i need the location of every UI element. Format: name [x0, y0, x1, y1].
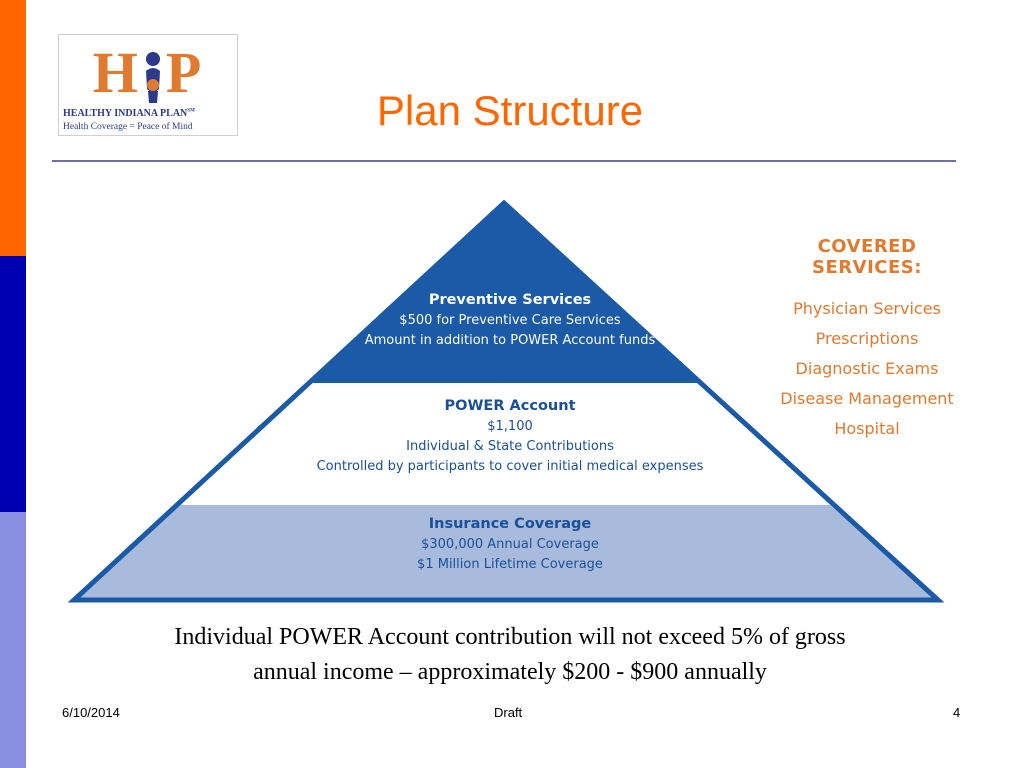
footer-page-number: 4	[953, 705, 961, 720]
tier-preventive-services	[300, 292, 720, 348]
tier-line: $500 for Preventive Care Services	[399, 313, 621, 328]
tier-heading: Preventive Services	[428, 292, 592, 308]
contribution-note	[90, 620, 930, 690]
logo-tagline: Health Coverage = Peace of Mind	[63, 122, 193, 132]
covered-service-item: Prescriptions	[815, 329, 919, 348]
note-line: annual income – approximately $200 - $900 annually	[253, 659, 767, 685]
logo-name: HEALTHY INDIANA PLAN℠	[63, 108, 195, 119]
title-divider	[52, 160, 956, 162]
tier-line: Controlled by participants to cover initial medical expenses	[316, 459, 704, 474]
covered-services	[762, 236, 972, 444]
tier-power-account	[260, 398, 760, 474]
covered-services-list	[762, 294, 972, 444]
logo-figure-icon	[140, 49, 166, 105]
logo-letters: H P	[92, 40, 204, 105]
covered-service-item: Physician Services	[793, 299, 941, 318]
tier-line: $1 Million Lifetime Coverage	[417, 557, 603, 572]
hip-logo	[58, 34, 238, 136]
slide-title: Plan Structure	[376, 87, 644, 134]
tier-insurance-coverage	[300, 516, 720, 572]
footer-draft-label: Draft	[494, 705, 523, 720]
covered-service-item: Disease Management	[780, 389, 954, 408]
covered-services-heading: COVERED SERVICES:	[812, 236, 922, 278]
tier-line: Individual & State Contributions	[406, 439, 614, 454]
covered-service-item: Diagnostic Exams	[795, 359, 939, 378]
tier-line: $300,000 Annual Coverage	[421, 537, 599, 552]
side-bar-blue	[0, 256, 26, 512]
covered-service-item: Hospital	[834, 419, 900, 438]
tier-line: Amount in addition to POWER Account funds	[364, 333, 656, 348]
side-bar-orange	[0, 0, 26, 256]
side-bar-lavender	[0, 512, 26, 768]
note-line: Individual POWER Account contribution will not exceed 5% of gross	[174, 624, 846, 650]
tier-heading: POWER Account	[444, 398, 576, 414]
tier-heading: Insurance Coverage	[428, 516, 592, 532]
tier-line: $1,100	[487, 419, 533, 434]
footer-date: 6/10/2014	[62, 705, 120, 720]
